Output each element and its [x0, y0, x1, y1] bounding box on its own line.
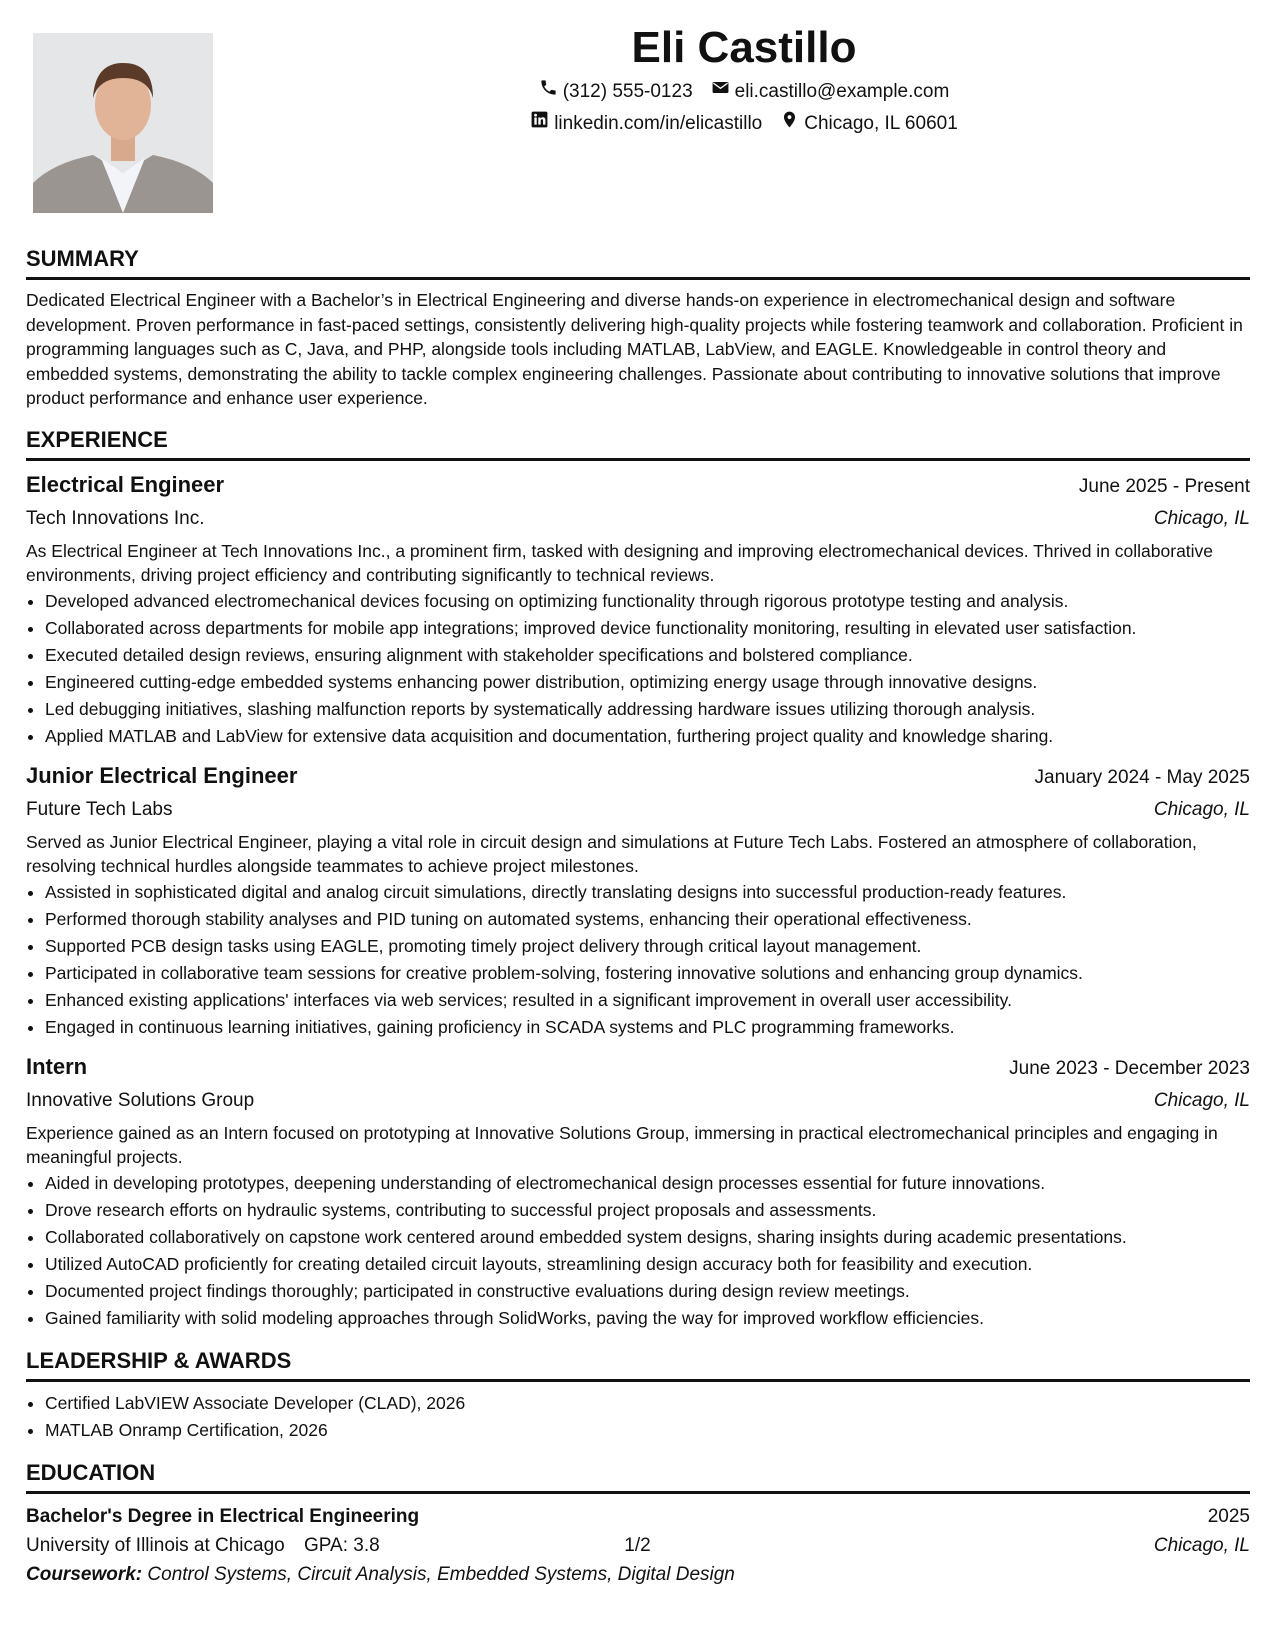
job-company: Future Tech Labs	[26, 798, 173, 820]
summary-title: SUMMARY	[26, 244, 1250, 280]
job-title: Junior Electrical Engineer	[26, 762, 298, 788]
contact-line-1	[213, 76, 1275, 108]
list-item: • Supported PCB design tasks using EAGLE, promoting timely project delivery through critical layout management.	[45, 933, 1250, 960]
list-item: • Applied MATLAB and LabView for extensive data acquisition and documentation, furthering project quality and knowledge sharing.	[45, 723, 1250, 750]
list-item: • Documented project findings thoroughly; participated in constructive evaluations during design review meetings.	[45, 1278, 1250, 1305]
location-text: Chicago, IL 60601	[804, 113, 958, 134]
awards-list	[26, 1390, 1250, 1444]
list-item: • Aided in developing prototypes, deepening understanding of electromechanical design processes essential for future innovations.	[45, 1170, 1250, 1197]
list-item: • Assisted in sophisticated digital and analog circuit simulations, directly translating designs into successful production-ready features.	[45, 879, 1250, 906]
summary-section	[26, 244, 1250, 411]
list-item: • Performed thorough stability analyses and PID tuning on automated systems, enhancing their operational effectiveness.	[45, 906, 1250, 933]
job-description: Experience gained as an Intern focused on prototyping at Innovative Solutions Group, immersing in practical electromechanical principles and engaging in meaningful projects.	[26, 1122, 1218, 1167]
candidate-name: Eli Castillo	[631, 23, 857, 72]
coursework-label: Coursework:	[26, 1563, 143, 1585]
edu-gpa: GPA: 3.8	[304, 1534, 380, 1556]
experience-title: EXPERIENCE	[26, 425, 1250, 461]
resume-body	[26, 244, 1250, 1603]
job-entry	[26, 1051, 1250, 1332]
summary-text: Dedicated Electrical Engineer with a Bachelor’s in Electrical Engineering and diverse hands-on experience in electromechanical design and software development. Proven performance in fast-paced settings, consistently delivering high-quality projects while fostering teamwork and collaboration. Proficient in programming languages such as C, Java, and PHP, alongside tools including MATLAB, LabView, and EAGLE. Knowledgeable in control theory and embedded systems, demonstrating the ability to tackle complex engineering challenges. Passionate about contributing to innovative solutions that improve product performance and enhance user experience.	[26, 290, 1243, 408]
list-item: • Executed detailed design reviews, ensuring alignment with stakeholder specifications and bolstered compliance.	[45, 642, 1250, 669]
list-item: • Certified LabVIEW Associate Developer (CLAD), 2026	[45, 1390, 1250, 1417]
list-item: • Drove research efforts on hydraulic systems, contributing to successful project proposals and assessments.	[45, 1197, 1250, 1224]
email-text: eli.castillo@example.com	[734, 81, 950, 102]
profile-photo	[33, 33, 213, 213]
list-item: • Gained familiarity with solid modeling approaches through SolidWorks, paving the way for improved workflow efficiencies.	[45, 1305, 1250, 1332]
list-item: • Enhanced existing applications' interfaces via web services; resulted in a significant improvement in overall user accessibility.	[45, 987, 1250, 1014]
contact-email[interactable]	[711, 76, 950, 108]
job-description: As Electrical Engineer at Tech Innovations Inc., a prominent firm, tasked with designing and improving electromechanical devices. Thrived in collaborative environments, driving project efficiency and contributing significantly to technical reviews.	[26, 540, 1214, 585]
edu-coursework	[26, 1560, 1250, 1589]
linkedin-icon	[530, 108, 549, 140]
job-location: Chicago, IL	[1153, 798, 1250, 820]
list-item: • Utilized AutoCAD proficiently for creating detailed circuit layouts, streamlining design accuracy both for feasibility and execution.	[45, 1251, 1250, 1278]
job-company: Innovative Solutions Group	[26, 1089, 255, 1111]
job-date: June 2025 - Present	[1078, 475, 1250, 497]
education-title: EDUCATION	[26, 1458, 1250, 1494]
edu-location: Chicago, IL	[1153, 1534, 1250, 1556]
job-date: January 2024 - May 2025	[1034, 766, 1250, 788]
job-bullets	[26, 1170, 1250, 1332]
edu-school: University of Illinois at Chicago	[26, 1534, 285, 1556]
contact-phone	[539, 76, 693, 108]
phone-text: (312) 555-0123	[562, 81, 693, 102]
list-item: • Collaborated across departments for mobile app integrations; improved device functionality monitoring, resulting in elevated user satisfaction.	[45, 615, 1250, 642]
education-section	[26, 1458, 1250, 1589]
job-bullets	[26, 588, 1250, 750]
job-title: Electrical Engineer	[26, 471, 225, 497]
contact-line-2	[213, 108, 1275, 140]
resume-header	[213, 20, 1275, 140]
job-location: Chicago, IL	[1153, 507, 1250, 529]
list-item: • Engineered cutting-edge embedded systems enhancing power distribution, optimizing energy usage through innovative designs.	[45, 669, 1250, 696]
list-item: • Engaged in continuous learning initiatives, gaining proficiency in SCADA systems and PLC programming frameworks.	[45, 1014, 1250, 1041]
job-entry	[26, 760, 1250, 1041]
list-item: • Led debugging initiatives, slashing malfunction reports by systematically addressing hardware issues utilizing thorough analysis.	[45, 696, 1250, 723]
phone-icon	[539, 76, 558, 108]
job-date: June 2023 - December 2023	[1009, 1057, 1250, 1079]
job-bullets	[26, 879, 1250, 1041]
awards-section	[26, 1346, 1250, 1444]
edu-year: 2025	[1207, 1505, 1250, 1527]
job-entry	[26, 469, 1250, 750]
job-company: Tech Innovations Inc.	[26, 507, 205, 529]
contact-linkedin[interactable]	[530, 108, 762, 140]
awards-title: LEADERSHIP & AWARDS	[26, 1346, 1250, 1382]
job-title: Intern	[26, 1053, 88, 1079]
edu-degree: Bachelor's Degree in Electrical Engineering	[26, 1505, 420, 1527]
linkedin-text: linkedin.com/in/elicastillo	[554, 113, 763, 134]
job-description: Served as Junior Electrical Engineer, playing a vital role in circuit design and simulations at Future Tech Labs. Fostered an atmosphere of collaboration, resolving technical hurdles alongside teammates to achieve project milestones.	[26, 831, 1197, 876]
contact-location	[780, 108, 958, 140]
page-number: 1/2	[624, 1535, 651, 1556]
experience-section	[26, 425, 1250, 1332]
map-pin-icon	[780, 108, 799, 140]
list-item: • MATLAB Onramp Certification, 2026	[45, 1417, 1250, 1444]
job-location: Chicago, IL	[1153, 1089, 1250, 1111]
envelope-icon	[711, 76, 730, 108]
list-item: • Participated in collaborative team sessions for creative problem-solving, fostering innovative solutions and enhancing group dynamics.	[45, 960, 1250, 987]
coursework-text: Control Systems, Circuit Analysis, Embedded Systems, Digital Design	[147, 1563, 735, 1585]
list-item: • Developed advanced electromechanical devices focusing on optimizing functionality through rigorous prototype testing and analysis.	[45, 588, 1250, 615]
list-item: • Collaborated collaboratively on capstone work centered around embedded system designs, sharing insights during academic presentations.	[45, 1224, 1250, 1251]
